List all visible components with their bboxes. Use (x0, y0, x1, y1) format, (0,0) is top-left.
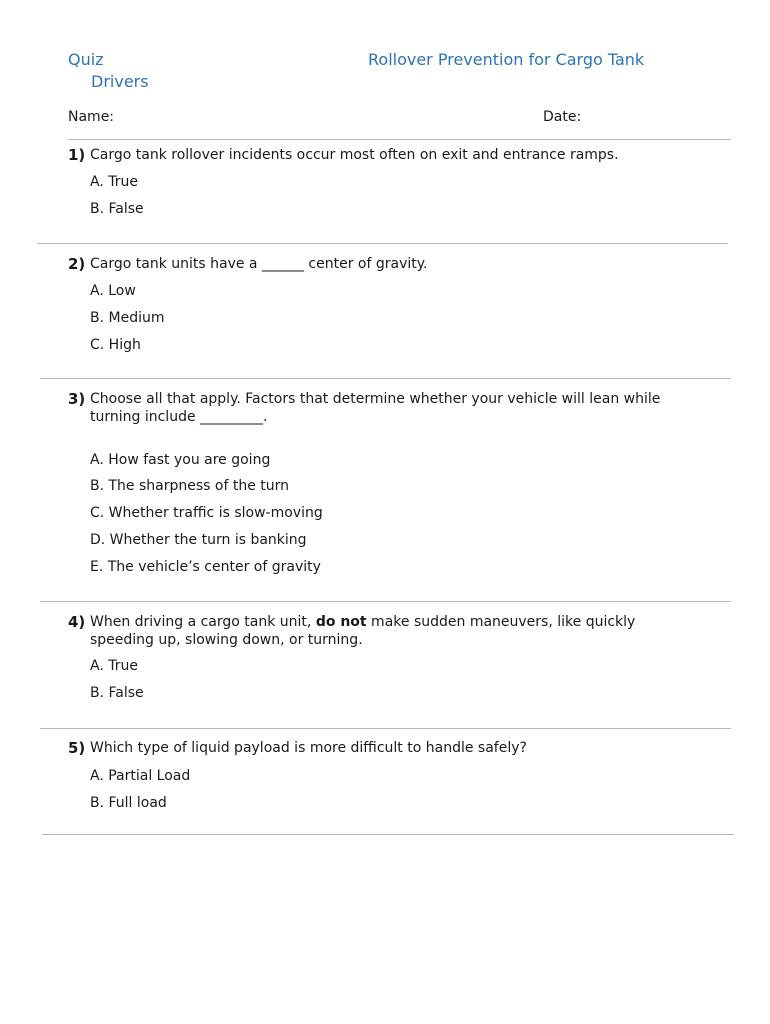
question-3 (68, 390, 678, 576)
question-prompt (68, 146, 678, 164)
divider (37, 243, 728, 244)
quiz-label: Quiz (68, 50, 104, 69)
answer-option[interactable]: D. Whether the turn is banking (90, 532, 307, 548)
answer-option[interactable]: B. Full load (90, 795, 167, 811)
question-text: Choose all that apply. Factors that determine whether your vehicle will lean while turning include _________. (90, 391, 661, 425)
answer-option[interactable]: A. True (90, 174, 138, 190)
answer-option[interactable]: A. How fast you are going (90, 452, 271, 468)
question-prompt (68, 390, 678, 426)
answer-option[interactable]: C. High (90, 337, 141, 353)
answer-option[interactable]: A. Partial Load (90, 768, 191, 784)
answer-options (68, 767, 678, 812)
name-label: Name: (68, 109, 115, 125)
question-text: Which type of liquid payload is more difficult to handle safely? (90, 740, 527, 756)
question-prompt (68, 255, 678, 273)
question-number: 4) (68, 613, 86, 631)
question-prompt (68, 613, 678, 649)
answer-option[interactable]: C. Whether traffic is slow-moving (90, 505, 323, 521)
answer-options (68, 282, 678, 354)
question-number: 2) (68, 255, 86, 273)
answer-option[interactable]: A. Low (90, 283, 136, 299)
question-prompt (68, 739, 678, 757)
divider (40, 728, 731, 729)
question-number: 1) (68, 146, 86, 164)
answer-option[interactable]: B. The sharpness of the turn (90, 478, 290, 494)
answer-options (68, 657, 678, 702)
question-text-start: When driving a cargo tank unit, (90, 614, 316, 630)
divider (40, 601, 731, 602)
answer-option[interactable]: B. Medium (90, 310, 165, 326)
question-text: Cargo tank units have a ______ center of gravity. (90, 256, 428, 272)
divider (40, 378, 731, 379)
document-title-continuation: Drivers (91, 72, 149, 91)
question-1 (68, 146, 678, 218)
answer-option[interactable]: A. True (90, 658, 138, 674)
answer-option[interactable]: E. The vehicle’s center of gravity (90, 559, 321, 575)
question-4 (68, 613, 678, 702)
question-text: Cargo tank rollover incidents occur most often on exit and entrance ramps. (90, 147, 619, 163)
divider (68, 139, 731, 140)
question-number: 5) (68, 739, 86, 757)
document-title: Rollover Prevention for Cargo Tank (368, 50, 645, 69)
date-label: Date: (543, 109, 582, 125)
question-5 (68, 739, 678, 812)
question-text (90, 614, 635, 648)
answer-option[interactable]: B. False (90, 201, 144, 217)
answer-options (68, 451, 678, 576)
answer-option[interactable]: B. False (90, 685, 144, 701)
question-2 (68, 255, 678, 354)
question-number: 3) (68, 390, 86, 408)
answer-options (68, 173, 678, 218)
divider (42, 834, 734, 835)
emphasis-text: do not (315, 614, 367, 630)
question-text-end: make sudden maneuvers, like quickly speeding up, slowing down, or turning. (90, 614, 636, 648)
